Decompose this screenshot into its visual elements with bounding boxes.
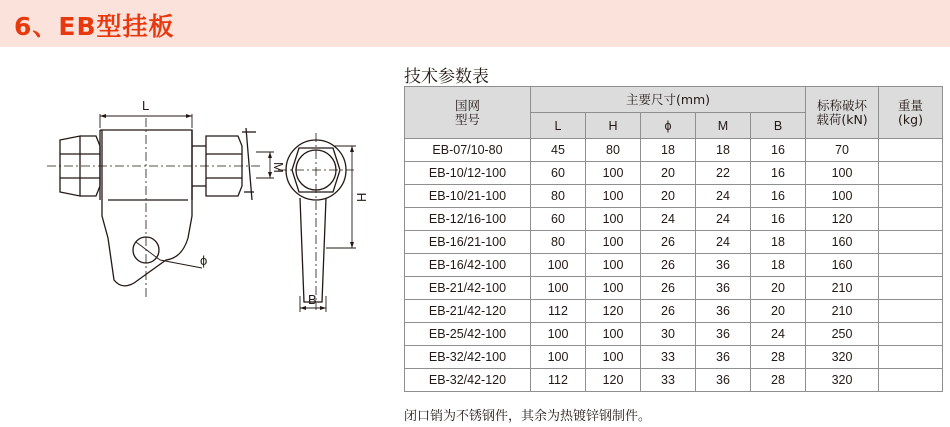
cell-load: 320 xyxy=(806,346,879,369)
dim-label-phi: ϕ xyxy=(200,253,208,268)
cell-B: 18 xyxy=(751,231,806,254)
cell-M: 36 xyxy=(696,254,751,277)
cell-M: 24 xyxy=(696,185,751,208)
header-model: 国网 型号 xyxy=(405,87,531,139)
cell-load: 210 xyxy=(806,277,879,300)
cell-model: EB-16/42-100 xyxy=(405,254,531,277)
header-load: 标称破坏 载荷(kN) xyxy=(806,87,879,139)
cell-L: 112 xyxy=(531,300,586,323)
cell-H: 100 xyxy=(586,185,641,208)
cell-H: 100 xyxy=(586,277,641,300)
dim-label-M: M xyxy=(271,162,286,173)
cell-L: 112 xyxy=(531,369,586,392)
table-row xyxy=(405,162,943,185)
cell-weight xyxy=(879,277,943,300)
cell-M: 24 xyxy=(696,208,751,231)
cell-M: 36 xyxy=(696,369,751,392)
cell-load: 160 xyxy=(806,254,879,277)
cell-model: EB-32/42-120 xyxy=(405,369,531,392)
cell-weight xyxy=(879,369,943,392)
table-row xyxy=(405,369,943,392)
cell-L: 100 xyxy=(531,254,586,277)
table-title: 技术参数表 xyxy=(404,67,489,87)
cell-model: EB-16/21-100 xyxy=(405,231,531,254)
cell-weight xyxy=(879,346,943,369)
cell-model: EB-21/42-120 xyxy=(405,300,531,323)
cell-load: 160 xyxy=(806,231,879,254)
cell-H: 80 xyxy=(586,139,641,162)
cell-H: 100 xyxy=(586,208,641,231)
cell-phi: 33 xyxy=(641,369,696,392)
cell-phi: 26 xyxy=(641,231,696,254)
cell-phi: 26 xyxy=(641,277,696,300)
cell-phi: 20 xyxy=(641,185,696,208)
section-title: 6、EB型挂板 xyxy=(14,12,175,41)
cell-B: 28 xyxy=(751,346,806,369)
cell-B: 20 xyxy=(751,277,806,300)
spec-table xyxy=(404,86,943,392)
table-row xyxy=(405,254,943,277)
table-row xyxy=(405,231,943,254)
header-dim-1: H xyxy=(586,113,641,139)
dim-label-L: L xyxy=(142,98,150,113)
cell-L: 100 xyxy=(531,346,586,369)
cell-phi: 20 xyxy=(641,162,696,185)
table-row xyxy=(405,323,943,346)
header-weight: 重量 (kg) xyxy=(879,87,943,139)
cell-L: 60 xyxy=(531,162,586,185)
cell-H: 100 xyxy=(586,254,641,277)
cell-weight xyxy=(879,208,943,231)
cell-model: EB-10/12-100 xyxy=(405,162,531,185)
table-row xyxy=(405,277,943,300)
technical-drawing xyxy=(42,88,372,318)
cell-load: 100 xyxy=(806,162,879,185)
cell-M: 36 xyxy=(696,300,751,323)
header-dim-0: L xyxy=(531,113,586,139)
cell-L: 45 xyxy=(531,139,586,162)
cell-L: 80 xyxy=(531,185,586,208)
cell-weight xyxy=(879,139,943,162)
dim-label-H: H xyxy=(354,192,369,202)
cell-M: 36 xyxy=(696,277,751,300)
cell-model: EB-32/42-100 xyxy=(405,346,531,369)
cell-B: 24 xyxy=(751,323,806,346)
cell-H: 100 xyxy=(586,323,641,346)
material-note: 闭口销为不锈钢件，其余为热镀锌钢制件。 xyxy=(404,409,652,424)
cell-H: 120 xyxy=(586,369,641,392)
cell-M: 36 xyxy=(696,346,751,369)
cell-weight xyxy=(879,231,943,254)
cell-H: 120 xyxy=(586,300,641,323)
cell-L: 80 xyxy=(531,231,586,254)
spec-table-body xyxy=(405,139,943,392)
cell-B: 16 xyxy=(751,185,806,208)
cell-M: 24 xyxy=(696,231,751,254)
dim-label-B: B xyxy=(308,292,317,307)
cell-phi: 30 xyxy=(641,323,696,346)
cell-L: 100 xyxy=(531,277,586,300)
header-dimensions: 主要尺寸(mm) xyxy=(531,87,806,113)
cell-H: 100 xyxy=(586,231,641,254)
cell-weight xyxy=(879,162,943,185)
cell-load: 210 xyxy=(806,300,879,323)
cell-B: 16 xyxy=(751,208,806,231)
cell-load: 320 xyxy=(806,369,879,392)
table-row xyxy=(405,300,943,323)
cell-L: 60 xyxy=(531,208,586,231)
cell-H: 100 xyxy=(586,162,641,185)
cell-phi: 26 xyxy=(641,254,696,277)
cell-L: 100 xyxy=(531,323,586,346)
cell-M: 22 xyxy=(696,162,751,185)
cell-model: EB-12/16-100 xyxy=(405,208,531,231)
cell-model: EB-21/42-100 xyxy=(405,277,531,300)
cell-phi: 24 xyxy=(641,208,696,231)
header-dim-3: M xyxy=(696,113,751,139)
cell-B: 18 xyxy=(751,254,806,277)
cell-B: 16 xyxy=(751,162,806,185)
cell-weight xyxy=(879,254,943,277)
table-row xyxy=(405,208,943,231)
table-row xyxy=(405,139,943,162)
cell-load: 100 xyxy=(806,185,879,208)
cell-model: EB-25/42-100 xyxy=(405,323,531,346)
cell-weight xyxy=(879,300,943,323)
cell-load: 70 xyxy=(806,139,879,162)
section-header xyxy=(0,0,950,47)
cell-B: 16 xyxy=(751,139,806,162)
header-dim-4: B xyxy=(751,113,806,139)
cell-B: 28 xyxy=(751,369,806,392)
table-row xyxy=(405,346,943,369)
table-row xyxy=(405,185,943,208)
header-dim-2: ϕ xyxy=(641,113,696,139)
cell-B: 20 xyxy=(751,300,806,323)
cell-model: EB-10/21-100 xyxy=(405,185,531,208)
cell-M: 36 xyxy=(696,323,751,346)
cell-H: 100 xyxy=(586,346,641,369)
cell-phi: 26 xyxy=(641,300,696,323)
cell-phi: 33 xyxy=(641,346,696,369)
cell-weight xyxy=(879,323,943,346)
cell-model: EB-07/10-80 xyxy=(405,139,531,162)
cell-load: 120 xyxy=(806,208,879,231)
cell-weight xyxy=(879,185,943,208)
cell-phi: 18 xyxy=(641,139,696,162)
cell-load: 250 xyxy=(806,323,879,346)
cell-M: 18 xyxy=(696,139,751,162)
